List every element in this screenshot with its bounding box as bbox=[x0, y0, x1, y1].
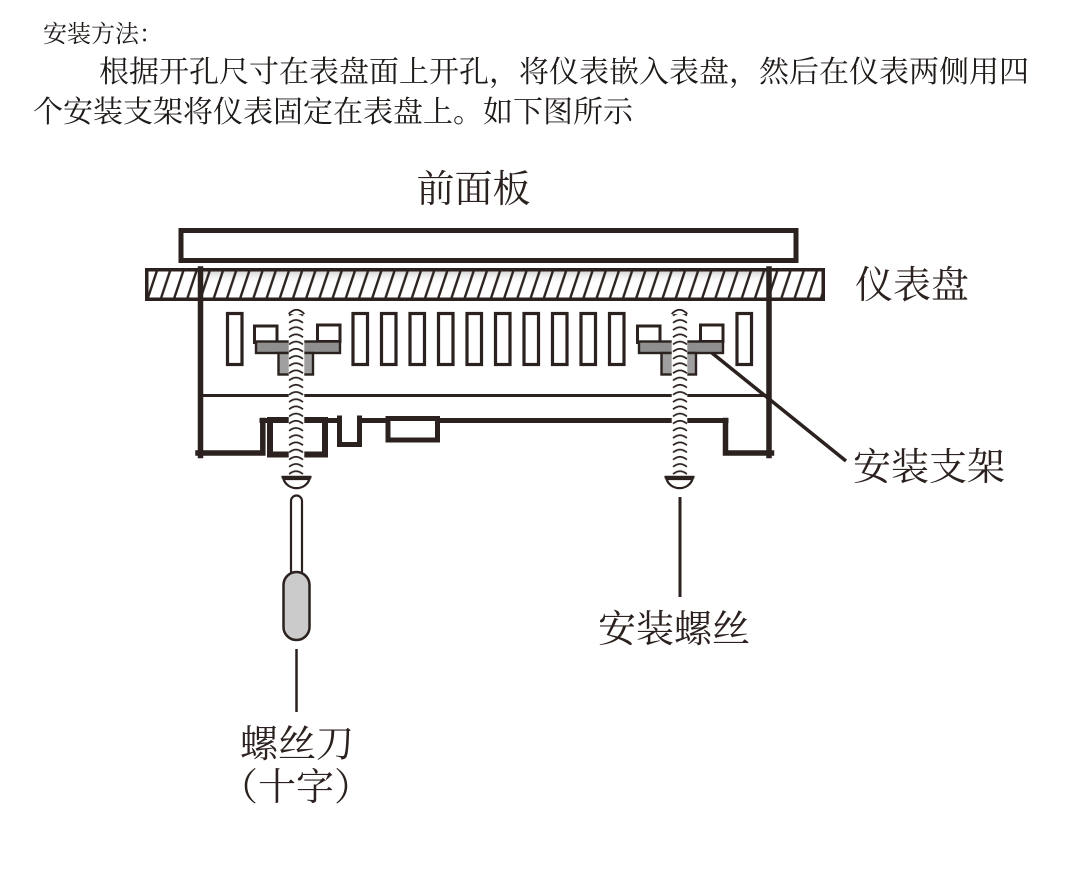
vent-slot bbox=[410, 314, 425, 365]
label-mounting-bracket: 安装支架 bbox=[853, 445, 1006, 489]
vent-slot bbox=[496, 314, 511, 365]
instruction-text-line-1: 根据开孔尺寸在表盘面上开孔，将仪表嵌入表盘，然后在仪表两侧用四 bbox=[99, 55, 1029, 90]
vent-slot bbox=[553, 314, 568, 365]
body-right-foot bbox=[726, 421, 772, 454]
screw-head bbox=[667, 479, 693, 488]
instrument-panel-board bbox=[145, 268, 825, 301]
label-instrument-panel: 仪表盘 bbox=[855, 263, 970, 307]
vent-slot bbox=[353, 314, 368, 365]
vent-slot bbox=[228, 314, 243, 365]
label-mounting-screw: 安装螺丝 bbox=[598, 607, 751, 651]
body-left-foot bbox=[198, 421, 263, 454]
mounting-screw-left bbox=[282, 310, 312, 488]
front-panel bbox=[181, 231, 796, 261]
section-heading: 安装方法： bbox=[43, 20, 163, 48]
bracket-leader-line bbox=[712, 353, 846, 461]
vent-slot bbox=[382, 314, 397, 365]
screwdriver-handle bbox=[284, 572, 310, 640]
screw-threads bbox=[289, 311, 305, 477]
vent-slot bbox=[581, 314, 596, 365]
screw-threads bbox=[672, 311, 688, 477]
label-front-panel: 前面板 bbox=[416, 167, 531, 211]
vent-slot bbox=[467, 314, 482, 365]
vent-slot bbox=[524, 314, 539, 365]
screwdriver bbox=[284, 496, 310, 641]
mounting-screw-right bbox=[665, 310, 695, 488]
rear-connector-slot bbox=[388, 419, 438, 441]
label-screwdriver-type: （十字） bbox=[219, 765, 373, 809]
vent-slot bbox=[737, 314, 752, 365]
instruction-text-line-2: 个安装支架将仪表固定在表盘上。如下图所示 bbox=[33, 95, 633, 130]
vent-slot bbox=[610, 314, 625, 365]
rear-tab bbox=[340, 418, 360, 445]
label-screwdriver: 螺丝刀 bbox=[239, 722, 355, 766]
vent-slot bbox=[439, 314, 454, 365]
screwdriver-shaft bbox=[291, 496, 302, 577]
panel-hatching bbox=[147, 270, 823, 299]
screw-head bbox=[284, 479, 310, 488]
